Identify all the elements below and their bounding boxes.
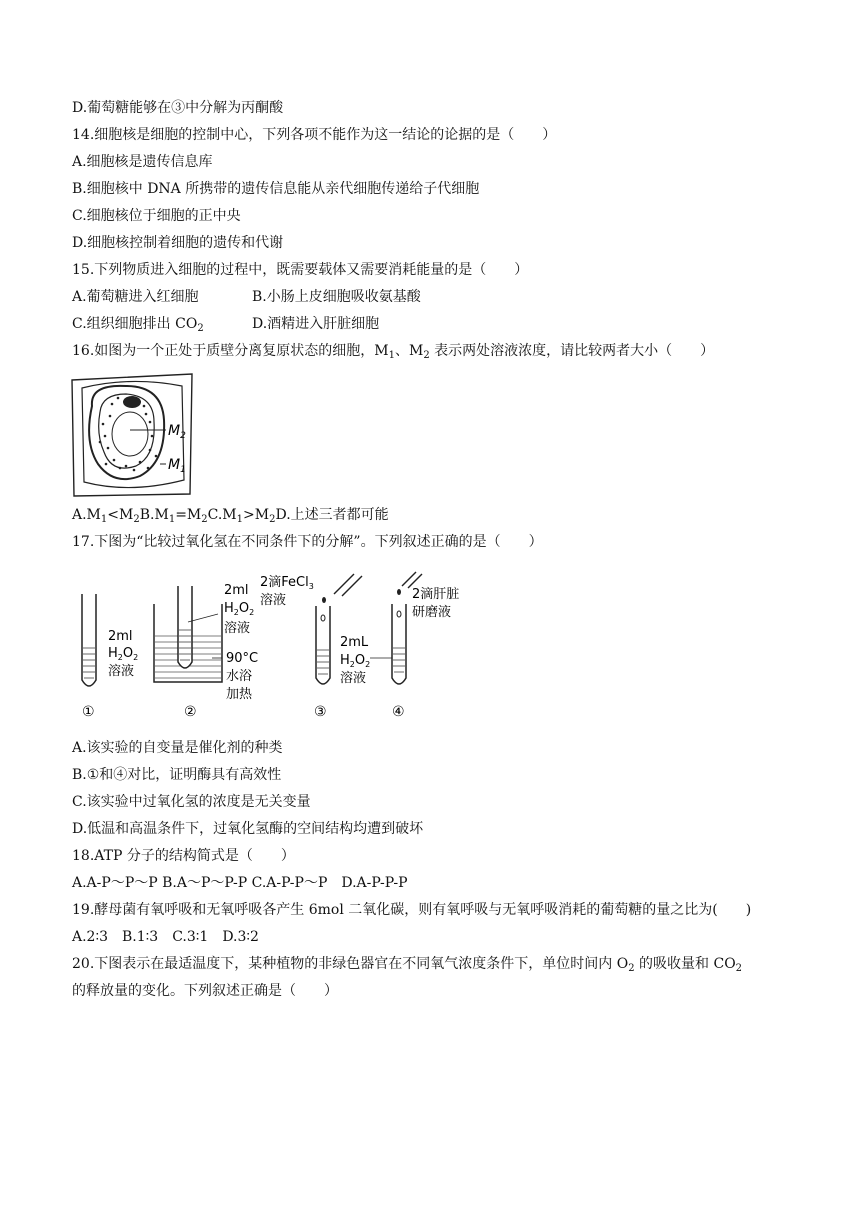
tube3-volume: 2mL: [340, 635, 369, 650]
liver-solution: 研磨液: [412, 605, 452, 620]
tube1-number: ①: [82, 704, 95, 720]
tube2-solution: 溶液: [224, 621, 251, 636]
q18-stem: 18.ATP 分子的结构简式是（ ）: [72, 848, 295, 864]
q19-options: A.2∶3 B.1∶3 C.3∶1 D.3∶2: [72, 929, 259, 945]
plasmolysis-cell-figure: [70, 372, 200, 500]
q14-stem: 14.细胞核是细胞的控制中心，下列各项不能作为这一结论的论据的是（ ）: [72, 127, 557, 143]
q16-stem: 16.如图为一个正处于质壁分离复原状态的细胞，$M_1$、$M_2$ 表示两处溶液浓度，请比较两者大小（ ）: [72, 343, 715, 361]
q14-option-d: D.细胞核控制着细胞的遗传和代谢: [72, 235, 284, 251]
tube1-solution: 溶液: [108, 664, 135, 679]
q18-options: A.A-P～P～P B.A～P～P-P C.A-P-P～P D.A-P-P-P: [72, 875, 408, 891]
heating-label: 加热: [226, 687, 253, 702]
q15-option-a: A.葡萄糖进入红细胞: [72, 289, 199, 305]
tube3-reagent: $H_2O_2$: [340, 653, 371, 669]
tube2-number: ②: [184, 704, 197, 720]
label-m1: M: [168, 457, 181, 473]
fecl3-label: 2滴FeCl$_3$: [260, 575, 314, 591]
tube3-solution: 溶液: [340, 671, 367, 686]
tube1-reagent: $H_2O_2$: [108, 646, 139, 662]
q14-option-a: A.细胞核是遗传信息库: [72, 154, 213, 170]
water-bath-temp: 90°C: [226, 651, 259, 666]
q17-option-c: C.该实验中过氧化氢的浓度是无关变量: [72, 794, 311, 810]
q15-option-d: D.酒精进入肝脏细胞: [252, 316, 380, 332]
tube4-number: ④: [392, 704, 405, 720]
tube3-number: ③: [314, 704, 327, 720]
q20-stem-line1: 20.下图表示在最适温度下，某种植物的非绿色器官在不同氧气浓度条件下，单位时间内 $O_2$ 的吸收量和 $CO_2$: [72, 956, 743, 974]
q15-option-b: B.小肠上皮细胞吸收氨基酸: [252, 289, 421, 305]
q16-options: $A.M_1<M_2B.M_1=M_2C.M_1>M_2D$.上述三者都可能: [72, 507, 389, 525]
q13-option-d: D.葡萄糖能够在③中分解为丙酮酸: [72, 100, 284, 116]
q20-stem-line2: 的释放量的变化。下列叙述正确是（ ）: [72, 983, 338, 999]
q17-stem: 17.下图为“比较过氧化氢在不同条件下的分解”。下列叙述正确的是（ ）: [72, 534, 543, 550]
q17-option-b: B.①和④对比，证明酶具有高效性: [72, 767, 282, 783]
tube2-reagent: $H_2O_2$: [224, 601, 255, 617]
label-m1-sub: 1: [180, 465, 186, 475]
liver-label: 2滴肝脏: [412, 587, 460, 602]
tube1-volume: 2ml: [108, 629, 133, 644]
label-m2-sub: 2: [180, 431, 186, 441]
water-bath-label: 水浴: [226, 669, 253, 684]
fecl3-solution: 溶液: [260, 593, 287, 608]
label-m2: M: [168, 423, 181, 439]
q14-option-b: B.细胞核中 DNA 所携带的遗传信息能从亲代细胞传递给子代细胞: [72, 181, 480, 197]
tube2-volume: 2ml: [224, 583, 249, 598]
h2o2-experiment-figure: [72, 570, 462, 722]
q15-stem: 15.下列物质进入细胞的过程中，既需要载体又需要消耗能量的是（ ）: [72, 262, 529, 278]
q17-option-d: D.低温和高温条件下，过氧化氢酶的空间结构均遭到破坏: [72, 821, 424, 837]
q17-option-a: A.该实验的自变量是催化剂的种类: [72, 740, 283, 756]
q14-option-c: C.细胞核位于细胞的正中央: [72, 208, 241, 224]
q19-stem: 19.酵母菌有氧呼吸和无氧呼吸各产生 6mol 二氧化碳，则有氧呼吸与无氧呼吸消耗的葡萄糖的量之比为( ): [72, 902, 752, 918]
q15-option-c: C.组织细胞排出 $CO_2$: [72, 316, 204, 334]
